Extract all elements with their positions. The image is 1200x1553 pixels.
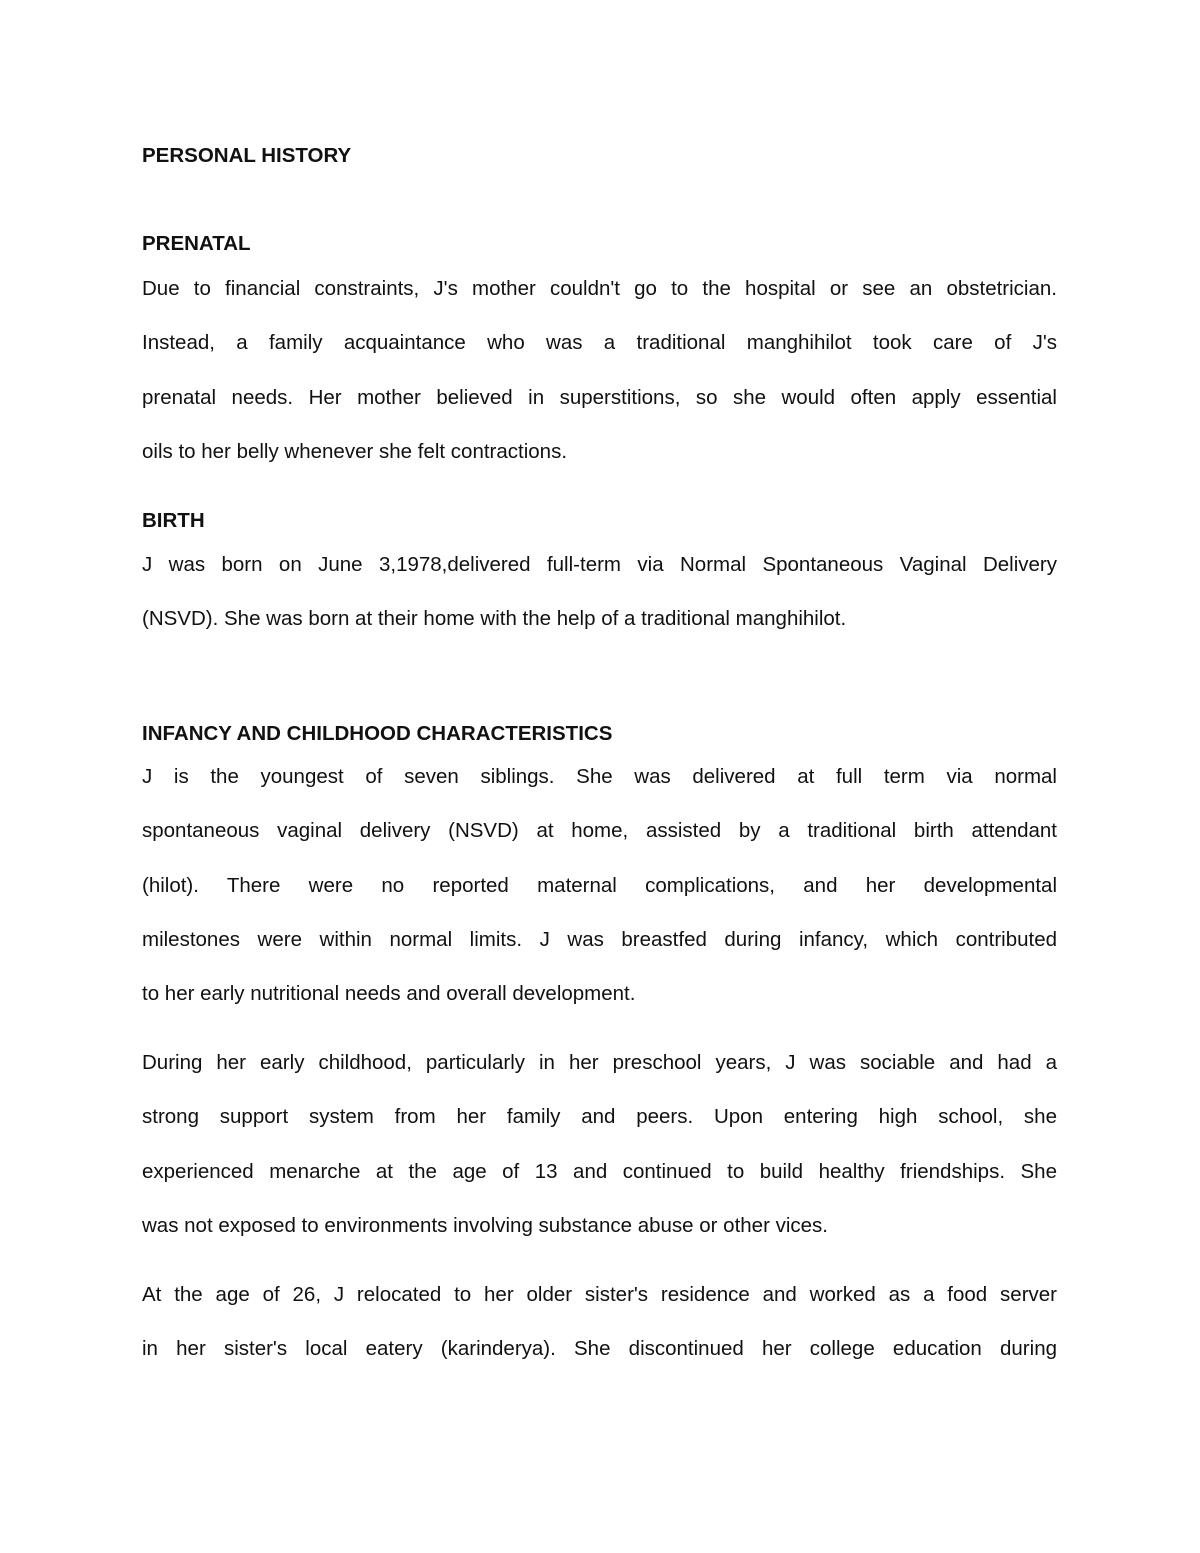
text-line: was not exposed to environments involving substance abuse or other vices.: [142, 1213, 828, 1237]
text-line: J was born on June 3,1978,delivered full-term via Normal Spontaneous Vaginal Delivery: [142, 553, 1057, 576]
text-line: prenatal needs. Her mother believed in superstitions, so she would often apply essential: [142, 385, 1057, 409]
text-line: spontaneous vaginal delivery (NSVD) at home, assisted by a traditional birth attendant: [142, 819, 1057, 843]
text-line: At the age of 26, J relocated to her older sister's residence and worked as a food server: [142, 1283, 1057, 1306]
text-line: strong support system from her family and peers. Upon entering high school, she: [142, 1105, 1057, 1129]
section-heading-infancy-childhood: INFANCY AND CHILDHOOD CHARACTERISTICS: [142, 722, 613, 745]
paragraph-infancy: [142, 750, 1057, 1021]
section-heading-birth: BIRTH: [142, 509, 205, 532]
page-title: PERSONAL HISTORY: [142, 144, 352, 167]
paragraph-birth: [142, 538, 1057, 647]
text-line: to her early nutritional needs and overall development.: [142, 982, 636, 1006]
paragraph-prenatal: [142, 262, 1057, 479]
text-line: in her sister's local eatery (karinderya). She discontinued her college education during: [142, 1337, 1057, 1361]
text-line: J is the youngest of seven siblings. She was delivered at full term via normal: [142, 765, 1057, 788]
text-line: experienced menarche at the age of 13 and continued to build healthy friendships. She: [142, 1159, 1057, 1183]
text-line: (hilot). There were no reported maternal complications, and her developmental: [142, 873, 1057, 897]
text-line: milestones were within normal limits. J was breastfed during infancy, which contributed: [142, 927, 1057, 951]
paragraph-early-childhood: [142, 1036, 1057, 1253]
section-heading-prenatal: PRENATAL: [142, 232, 251, 255]
text-line: During her early childhood, particularly in her preschool years, J was sociable and had a: [142, 1051, 1057, 1074]
text-line: Instead, a family acquaintance who was a traditional manghihilot took care of J's: [142, 331, 1057, 355]
text-line: (NSVD). She was born at their home with the help of a traditional manghihilot.: [142, 607, 847, 631]
text-line: oils to her belly whenever she felt contractions.: [142, 439, 568, 463]
text-line: Due to financial constraints, J's mother couldn't go to the hospital or see an obstetrician.: [142, 277, 1057, 300]
paragraph-relocation: [142, 1268, 1057, 1377]
